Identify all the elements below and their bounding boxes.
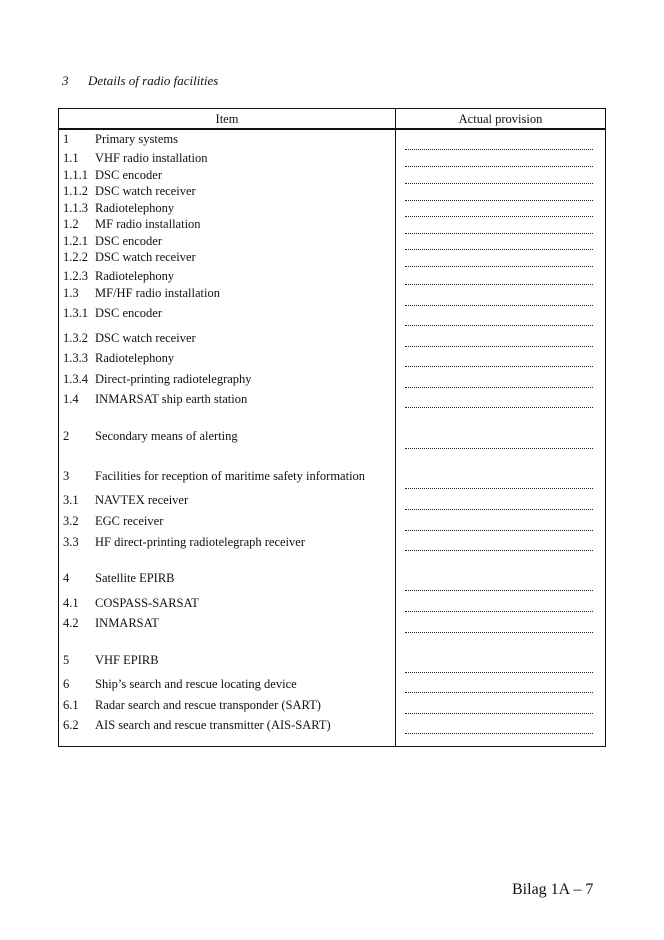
row-label: DSC encoder: [95, 234, 162, 248]
provision-entry-line[interactable]: [405, 407, 593, 408]
table-row: [63, 492, 188, 508]
section-title: Details of radio facilities: [88, 73, 219, 88]
table-row: [63, 534, 305, 550]
row-number: 1.1: [63, 151, 79, 165]
provision-entry-line[interactable]: [405, 183, 593, 184]
table-row: [63, 371, 252, 387]
row-number: 1.3.2: [63, 331, 88, 345]
row-label: Radar search and rescue transponder (SART): [95, 698, 321, 712]
row-number: 4: [63, 571, 70, 585]
row-label: Radiotelephony: [95, 269, 175, 283]
row-number: 1.3.1: [63, 306, 88, 320]
table-row: [63, 330, 196, 346]
provision-entry-line[interactable]: [405, 233, 593, 234]
row-number: 6.2: [63, 718, 79, 732]
provision-entry-line[interactable]: [405, 149, 593, 150]
provision-entry-line[interactable]: [405, 733, 593, 734]
row-label: INMARSAT ship earth station: [95, 392, 248, 406]
provision-entry-line[interactable]: [405, 448, 593, 449]
table-row: [63, 350, 174, 366]
row-label: Radiotelephony: [95, 201, 175, 215]
provision-entry-line[interactable]: [405, 672, 593, 673]
provision-entry-line[interactable]: [405, 530, 593, 531]
header-divider: [58, 128, 606, 130]
row-number: 4.1: [63, 596, 79, 610]
row-number: 1.2.3: [63, 269, 88, 283]
row-label: Primary systems: [95, 132, 178, 146]
row-label: Secondary means of alerting: [95, 429, 238, 443]
row-label: DSC watch receiver: [95, 331, 196, 345]
row-label: COSPASS-SARSAT: [95, 596, 199, 610]
row-label: DSC encoder: [95, 168, 162, 182]
table-row: [63, 285, 220, 301]
table-row: [63, 216, 201, 232]
table-row: [63, 652, 159, 668]
provision-entry-line[interactable]: [405, 284, 593, 285]
row-number: 1.4: [63, 392, 79, 406]
row-number: 1.3.4: [63, 372, 88, 386]
table-row: [63, 676, 297, 692]
row-number: 1.3: [63, 286, 79, 300]
row-number: 4.2: [63, 616, 79, 630]
table-row: [63, 305, 162, 321]
row-label: DSC watch receiver: [95, 250, 196, 264]
row-number: 3.2: [63, 514, 79, 528]
row-label: EGC receiver: [95, 514, 164, 528]
provision-entry-line[interactable]: [405, 488, 593, 489]
row-label: Radiotelephony: [95, 351, 175, 365]
row-number: 1.2: [63, 217, 79, 231]
row-number: 3: [63, 469, 70, 483]
table-row: [63, 697, 321, 713]
table-row: [63, 615, 159, 631]
row-number: 5: [63, 653, 70, 667]
table-row: [63, 717, 331, 733]
table-row: [63, 183, 196, 199]
row-number: 1.2.2: [63, 250, 88, 264]
section-number: 3: [62, 73, 69, 88]
row-number: 2: [63, 429, 70, 443]
column-divider: [395, 108, 397, 747]
provision-entry-line[interactable]: [405, 692, 593, 693]
table-row: [63, 468, 365, 484]
row-label: MF/HF radio installation: [95, 286, 220, 300]
table-row: [63, 513, 163, 529]
row-label: MF radio installation: [95, 217, 201, 231]
row-label: HF direct-printing radiotelegraph receiver: [95, 535, 305, 549]
row-number: 3.3: [63, 535, 79, 549]
table-row: [63, 200, 174, 216]
table-row: [63, 131, 178, 147]
row-number: 1.1.3: [63, 201, 88, 215]
provision-entry-line[interactable]: [405, 611, 593, 612]
row-label: Satellite EPIRB: [95, 571, 175, 585]
row-number: 6: [63, 677, 70, 691]
provision-entry-line[interactable]: [405, 713, 593, 714]
row-number: 1.3.3: [63, 351, 88, 365]
row-number: 1.1.1: [63, 168, 88, 182]
row-label: DSC watch receiver: [95, 184, 196, 198]
provision-entry-line[interactable]: [405, 387, 593, 388]
provision-entry-line[interactable]: [405, 590, 593, 591]
row-number: 6.1: [63, 698, 79, 712]
row-label: NAVTEX receiver: [95, 493, 189, 507]
table-row: [63, 570, 175, 586]
row-label: INMARSAT: [95, 616, 159, 630]
table-row: [63, 167, 162, 183]
table-row: [63, 233, 162, 249]
page-footer: Bilag 1A – 7: [512, 881, 594, 898]
provision-entry-line[interactable]: [405, 266, 593, 267]
row-number: 1: [63, 132, 70, 146]
row-label: Ship’s search and rescue locating device: [95, 677, 297, 691]
column-header-item: Item: [215, 112, 239, 126]
table-row: [63, 391, 247, 407]
table-row: [63, 268, 174, 284]
row-label: DSC encoder: [95, 306, 162, 320]
row-number: 3.1: [63, 493, 79, 507]
provision-entry-line[interactable]: [405, 166, 593, 167]
row-label: VHF radio installation: [95, 151, 208, 165]
row-number: 1.2.1: [63, 234, 88, 248]
provision-entry-line[interactable]: [405, 550, 593, 551]
row-label: Direct-printing radiotelegraphy: [95, 372, 252, 386]
provision-entry-line[interactable]: [405, 346, 593, 347]
provision-entry-line[interactable]: [405, 305, 593, 306]
provision-entry-line[interactable]: [405, 325, 593, 326]
section-heading: [62, 73, 218, 89]
table-row: [63, 150, 208, 166]
provision-entry-line[interactable]: [405, 509, 593, 510]
row-label: VHF EPIRB: [95, 653, 159, 667]
row-number: 1.1.2: [63, 184, 88, 198]
row-label: AIS search and rescue transmitter (AIS-SART): [95, 718, 331, 732]
row-label: Facilities for reception of maritime safety information: [95, 469, 366, 483]
provision-entry-line[interactable]: [405, 216, 593, 217]
provision-entry-line[interactable]: [405, 249, 593, 250]
provision-entry-line[interactable]: [405, 632, 593, 633]
table-row: [63, 428, 238, 444]
column-header-actual-provision: Actual provision: [458, 112, 543, 126]
table-row: [63, 595, 199, 611]
table-row: [63, 249, 196, 265]
provision-entry-line[interactable]: [405, 200, 593, 201]
provision-entry-line[interactable]: [405, 366, 593, 367]
